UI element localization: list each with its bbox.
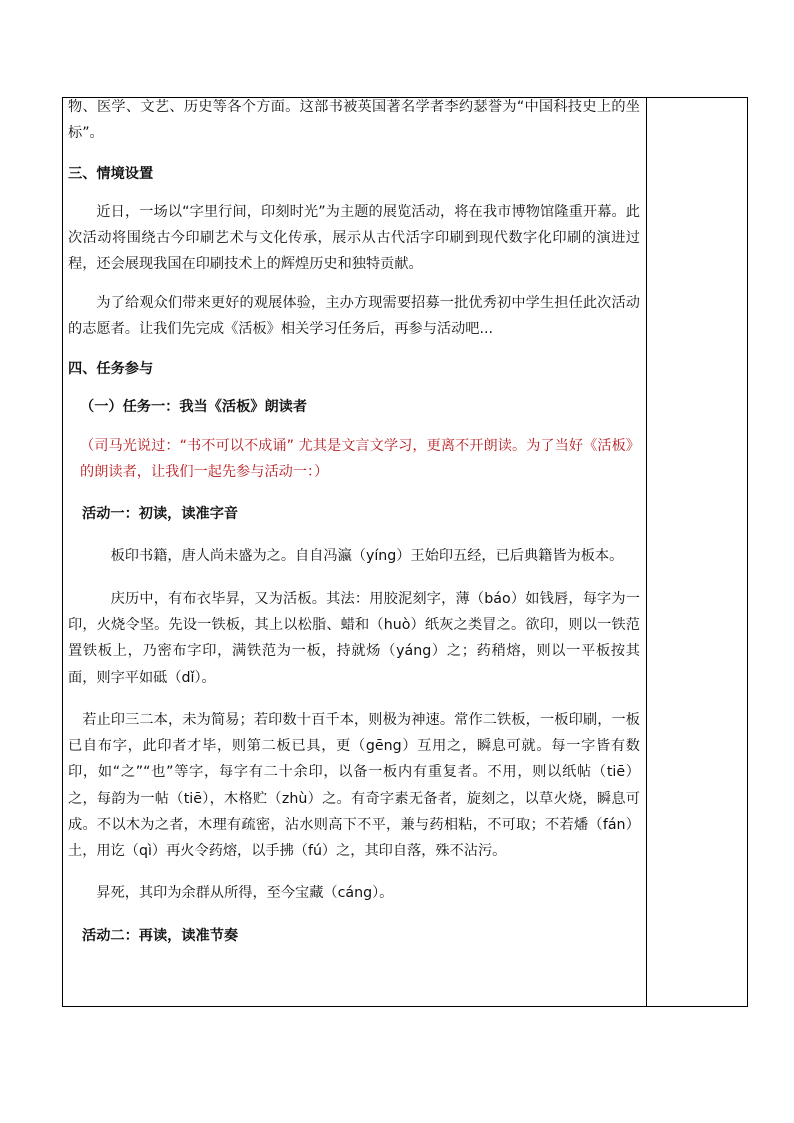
classical-text-para-2: 庆历中，有布衣毕昇，又为活板。其法：用胶泥刻字，薄（báo）如钱唇，每字为一印，火烧令坚。先设一铁板，其上以松脂、蜡和（huò）纸灰之类冒之。欲印，则以一铁范置铁板上，乃密布字印，满铁范为一板，持就炀（yáng）之；药稍熔，则以一平板按其面，则字平如砥（dǐ）。 (68, 590, 640, 686)
activity1-heading: 活动一：初读，读准字音 (82, 506, 239, 523)
task1-heading: （一）任务一：我当《活板》朗读者 (80, 399, 308, 416)
intro-text: 物、医学、文艺、历史等各个方面。这部书被英国著名学者李约瑟誉为“中国科技史上的坐标”。 (68, 99, 640, 142)
task1-note: （司马光说过：“书不可以不成诵” 尤其是文言文学习，更离不开朗读。为了当好《活板》的朗读者，让我们一起先参与活动一：） (80, 437, 640, 480)
section3-heading: 三、情境设置 (68, 165, 154, 182)
scenario-para-1: 近日，一场以“字里行间，印刻时光”为主题的展览活动，将在我市博物馆隆重开幕。此次活动将围绕古今印刷艺术与文化传承，展示从古代活字印刷到现代数字化印刷的演进过程，还会展现我国在印刷技术上的辉煌历史和独特贡献。 (68, 203, 640, 273)
activity2-heading: 活动二：再读，读准节奏 (82, 927, 239, 944)
classical-text-para-3: 若止印三二本，未为简易；若印数十百千本，则极为神速。常作二铁板，一板印刷，一板已自布字，此印者才毕，则第二板已具，更（gēng）互用之，瞬息可就。每一字皆有数印，如“之”“也”等字，每字有二十余印，以备一板内有重复者。不用，则以纸帖（tiē）之，每韵为一帖（tiē），木格贮（zhù）之。有奇字素无备者，旋刻之，以草火烧，瞬息可成。不以木为之者，木理有疏密，沾水则高下不平，兼与药相粘，不可取；不若燔（fán）土，用讫（qì）再火令药熔，以手拂（fú）之，其印自落，殊不沾污。 (68, 711, 640, 860)
column-divider (646, 97, 647, 1007)
classical-text-para-1: 板印书籍，唐人尚未盛为之。自自冯瀛（yíng）王始印五经，已后典籍皆为板本。 (110, 548, 624, 565)
scenario-para-2: 为了给观众们带来更好的观展体验，主办方现需要招募一批优秀初中学生担任此次活动的志愿者。让我们先完成《活板》相关学习任务后，再参与活动吧... (68, 294, 640, 337)
main-cell (68, 94, 640, 949)
section4-heading: 四、任务参与 (68, 361, 154, 378)
classical-text-para-4: 昇死，其印为余群从所得，至今宝藏（cáng）。 (96, 885, 394, 902)
